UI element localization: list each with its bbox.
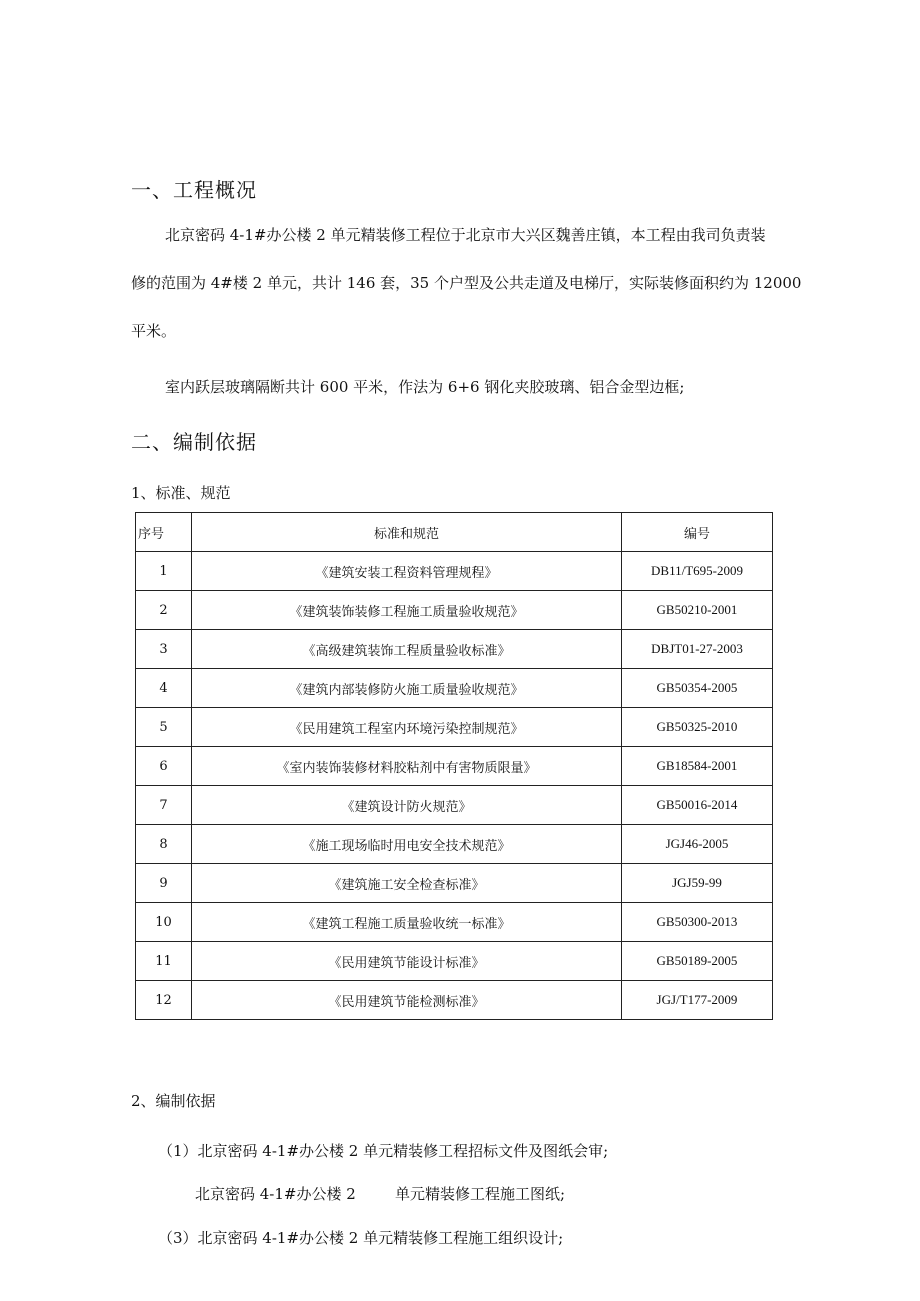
- row-code: GB18584-2001: [622, 747, 773, 786]
- table-row: [136, 903, 773, 942]
- table-row: [136, 708, 773, 747]
- glass-partition-para: 室内跃层玻璃隔断共计 600 平米，作法为 6+6 钢化夹胶玻璃、铝合金型边框;: [165, 378, 685, 396]
- row-code: JGJ/T177-2009: [622, 981, 773, 1020]
- row-no: 1: [136, 552, 192, 591]
- row-no: 2: [136, 591, 192, 630]
- row-no: 6: [136, 747, 192, 786]
- table-row: [136, 786, 773, 825]
- overview-para-line-3: 平米。: [131, 322, 177, 340]
- row-no: 9: [136, 864, 192, 903]
- row-no: 11: [136, 942, 192, 981]
- table-row: [136, 669, 773, 708]
- row-no: 8: [136, 825, 192, 864]
- header-code: 编号: [622, 513, 773, 552]
- basis-item-2-part-b: 单元精装修工程施工图纸;: [395, 1185, 566, 1203]
- table-row: [136, 747, 773, 786]
- row-name: 《民用建筑工程室内环境污染控制规范》: [192, 708, 622, 747]
- section-1-heading: 一、工程概况: [131, 178, 257, 202]
- basis-item-1: （1）北京密码 4-1#办公楼 2 单元精装修工程招标文件及图纸会审;: [158, 1142, 609, 1160]
- basis-item-3: （3）北京密码 4-1#办公楼 2 单元精装修工程施工组织设计;: [158, 1229, 564, 1247]
- row-no: 4: [136, 669, 192, 708]
- standards-subheading: 1、标准、规范: [131, 484, 231, 502]
- table-row: [136, 552, 773, 591]
- row-name: 《民用建筑节能设计标准》: [192, 942, 622, 981]
- table-row: [136, 630, 773, 669]
- table-header-row: [136, 513, 773, 552]
- row-name: 《建筑工程施工质量验收统一标准》: [192, 903, 622, 942]
- header-no: 序号: [136, 513, 192, 552]
- row-code: GB50325-2010: [622, 708, 773, 747]
- row-name: 《施工现场临时用电安全技术规范》: [192, 825, 622, 864]
- row-code: GB50210-2001: [622, 591, 773, 630]
- section-2-heading: 二、编制依据: [131, 430, 257, 454]
- row-no: 5: [136, 708, 192, 747]
- row-code: DB11/T695-2009: [622, 552, 773, 591]
- row-code: GB50300-2013: [622, 903, 773, 942]
- row-name: 《建筑内部装修防火施工质量验收规范》: [192, 669, 622, 708]
- row-name: 《建筑设计防火规范》: [192, 786, 622, 825]
- basis-subheading: 2、编制依据: [131, 1092, 216, 1110]
- overview-para-line-1: 北京密码 4-1#办公楼 2 单元精装修工程位于北京市大兴区魏善庄镇，本工程由我司负责装: [165, 226, 766, 244]
- row-code: DBJT01-27-2003: [622, 630, 773, 669]
- row-name: 《建筑施工安全检查标准》: [192, 864, 622, 903]
- row-no: 12: [136, 981, 192, 1020]
- row-code: GB50189-2005: [622, 942, 773, 981]
- row-name: 《高级建筑装饰工程质量验收标准》: [192, 630, 622, 669]
- header-name: 标准和规范: [192, 513, 622, 552]
- row-code: GB50016-2014: [622, 786, 773, 825]
- row-name: 《建筑安装工程资料管理规程》: [192, 552, 622, 591]
- row-code: JGJ46-2005: [622, 825, 773, 864]
- row-name: 《室内装饰装修材料胶粘剂中有害物质限量》: [192, 747, 622, 786]
- row-name: 《建筑装饰装修工程施工质量验收规范》: [192, 591, 622, 630]
- row-code: GB50354-2005: [622, 669, 773, 708]
- basis-item-2-part-a: 北京密码 4-1#办公楼 2: [195, 1185, 356, 1203]
- table-row: [136, 942, 773, 981]
- row-no: 3: [136, 630, 192, 669]
- standards-table: [135, 512, 773, 1020]
- row-name: 《民用建筑节能检测标准》: [192, 981, 622, 1020]
- table-row: [136, 981, 773, 1020]
- table-row: [136, 864, 773, 903]
- row-code: JGJ59-99: [622, 864, 773, 903]
- table-row: [136, 591, 773, 630]
- overview-para-line-2: 修的范围为 4#楼 2 单元，共计 146 套，35 个户型及公共走道及电梯厅，实际装修面积约为 12000: [131, 274, 802, 292]
- row-no: 7: [136, 786, 192, 825]
- row-no: 10: [136, 903, 192, 942]
- table-row: [136, 825, 773, 864]
